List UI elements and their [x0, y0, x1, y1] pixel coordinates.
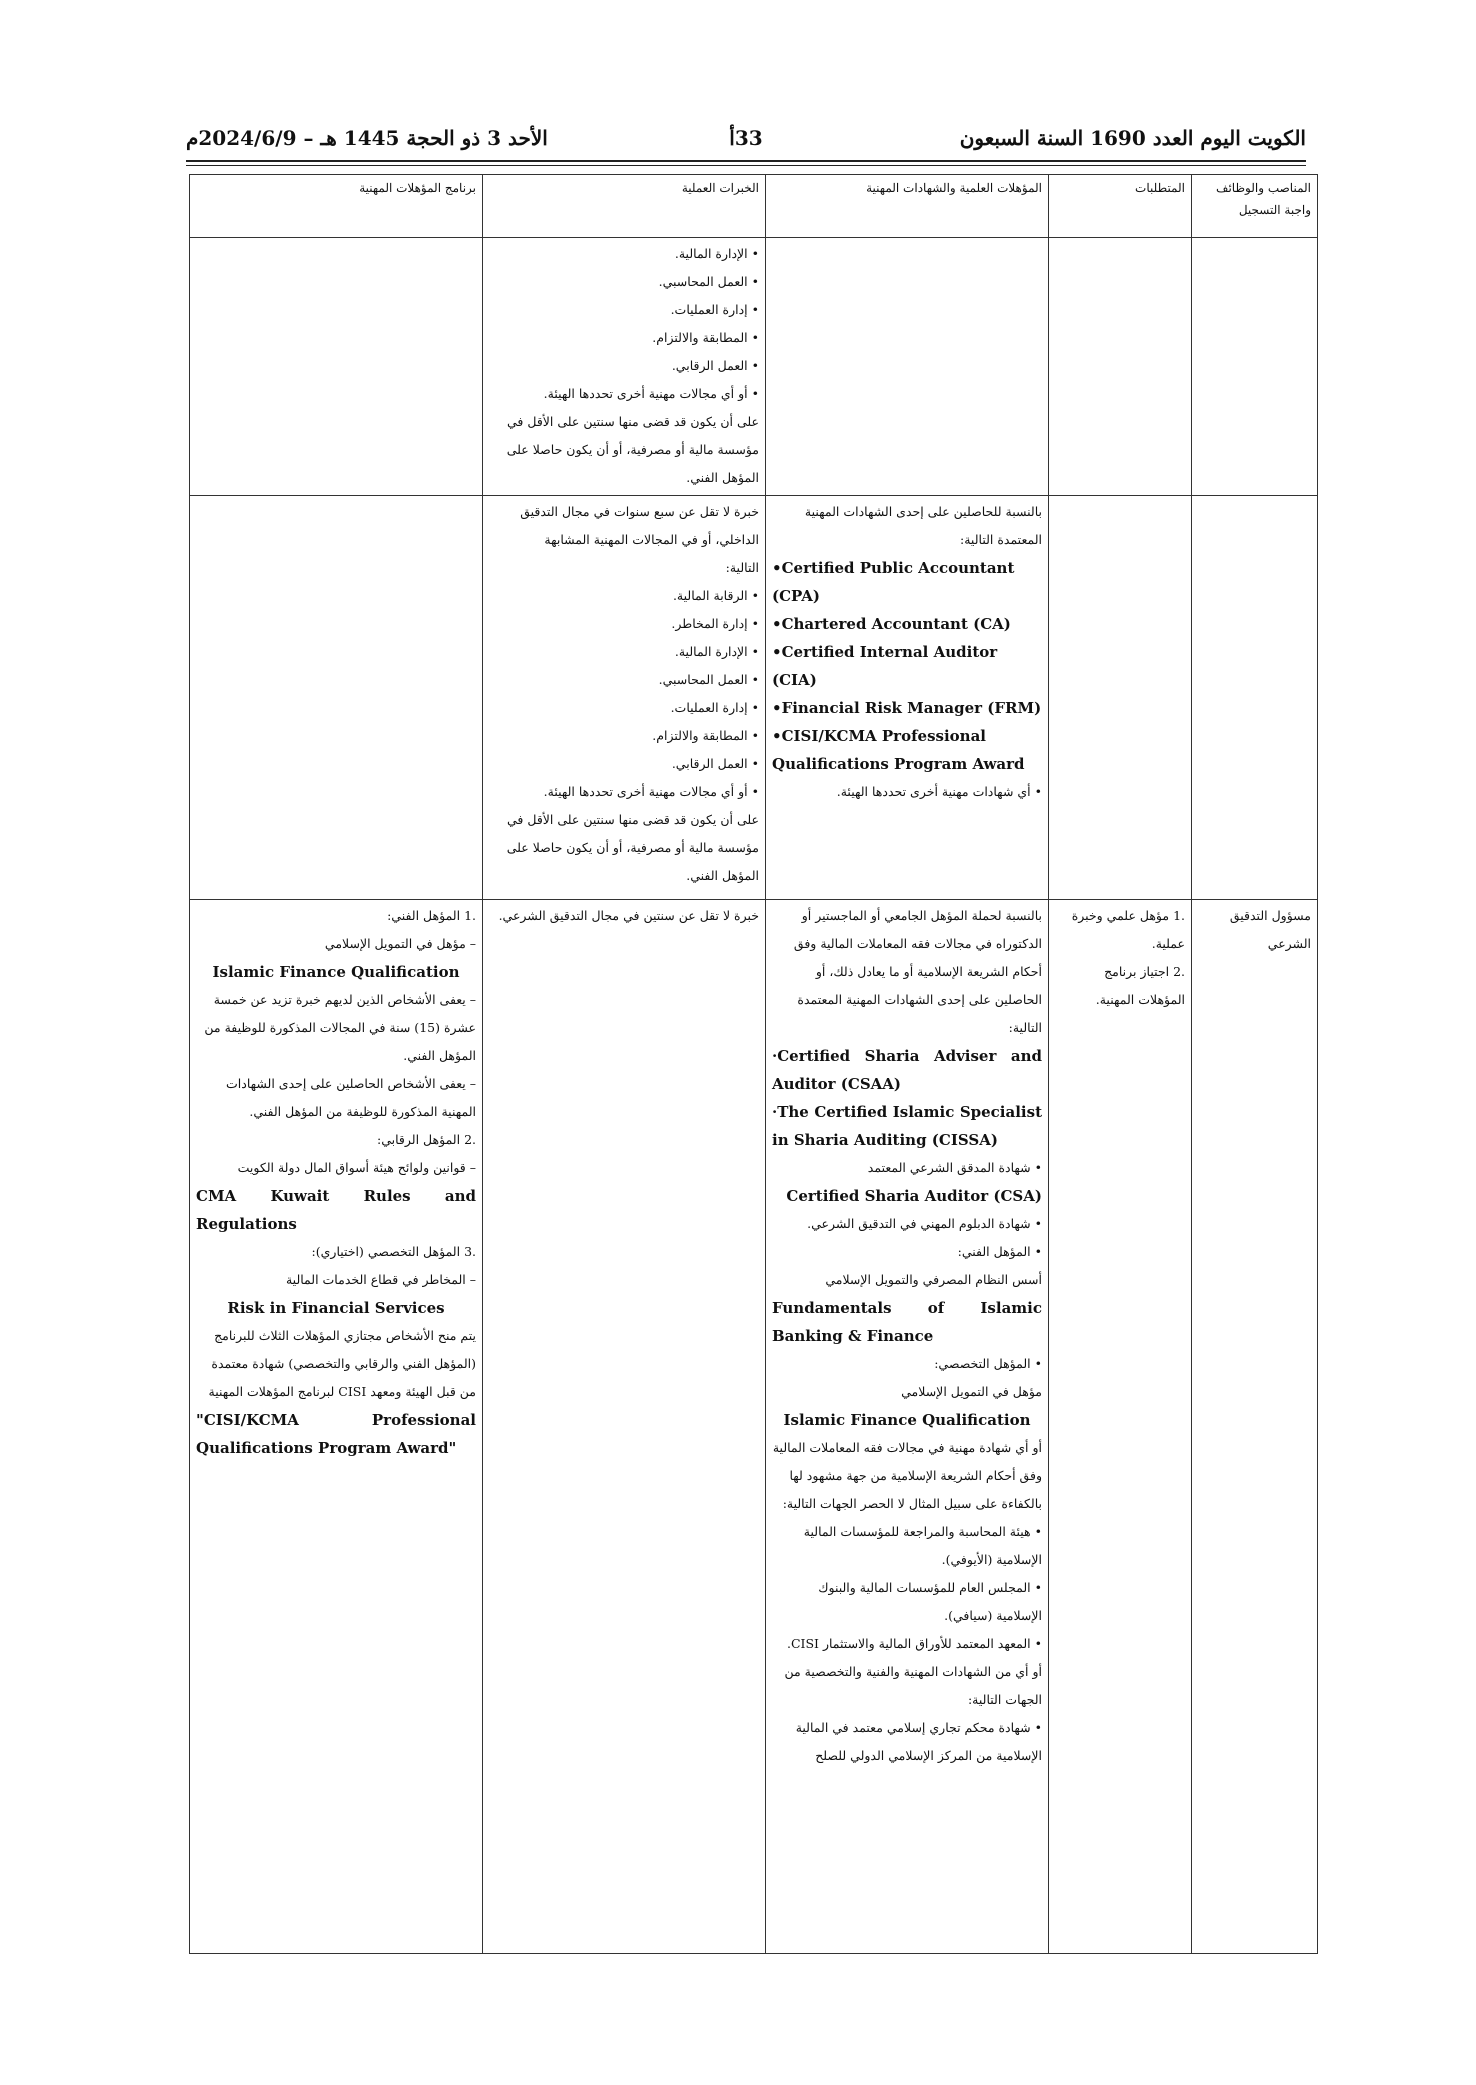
col-header-position: المناصب والوظائف واجبة التسجيل: [1192, 175, 1318, 238]
text-line: ·The Certified Islamic Specialist in Sharia Auditing (CISSA): [772, 1103, 1042, 1149]
text-line: (Certified Sharia Auditor (CSA: [786, 1187, 1042, 1205]
page-header: [186, 122, 1306, 158]
text-line: – مؤهل في التمويل الإسلامي: [324, 936, 476, 951]
text-line: ·Certified Sharia Adviser and Auditor (CSAA): [772, 1047, 1042, 1093]
row3-requirements: .1 مؤهل علمي وخبرة عملية. .2 اجتياز برنامج المؤهلات المهنية.: [1049, 900, 1192, 1954]
row1-experience: • الإدارة المالية. • العمل المحاسبي. • إدارة العمليات. • المطابقة والالتزام. • العمل الرقابي. • أو أي مجالات مهنية أخرى تحددها الهيئة. على أن يكون قد قضى منها سنتين على الأقل في مؤسسة مالية أو مصرفية، أو أن يكون حاصلا على المؤهل الفني.: [483, 238, 766, 496]
text-line: Islamic Finance Qualification: [212, 963, 460, 981]
positions-table: [189, 174, 1318, 1954]
text-line: مؤهل في التمويل الإسلامي: [901, 1384, 1042, 1399]
header-rule: [186, 160, 1306, 162]
text-line: – يعفى الأشخاص الحاصلين على إحدى الشهادات المهنية المذكورة للوظيفة من المؤهل الفني.: [226, 1076, 476, 1119]
text-line: أو أي شهادة مهنية في مجالات فقه المعاملات المالية وفق أحكام الشريعة الإسلامية من جهة مشهود لها بالكفاءة على سبيل المثال لا الحصر الجهات التالية:: [772, 1440, 1042, 1511]
row1-position: [1192, 238, 1318, 496]
text-line: أو أي من الشهادات المهنية والفنية والتخصصية من الجهات التالية:: [784, 1664, 1042, 1707]
row2-program: [190, 496, 483, 900]
row3-program: [190, 900, 483, 1954]
text-line: • هيئة المحاسبة والمراجعة للمؤسسات المالية الإسلامية (الأيوفي).: [803, 1524, 1042, 1567]
text-line: • شهادة محكم تجاري إسلامي معتمد في المالية الإسلامية من المركز الإسلامي الدولي للصلح: [795, 1720, 1042, 1763]
table-row: [190, 496, 1318, 900]
row3-qualifications: [766, 900, 1049, 1954]
text-line: • المؤهل التخصصي:: [934, 1356, 1042, 1371]
row1-requirements: [1049, 238, 1192, 496]
text-line: يتم منح الأشخاص مجتازي المؤهلات الثلاث للبرنامج (المؤهل الفني والرقابي والتخصصي) شهادة معتمدة من قبل الهيئة ومعهد CISI لبرنامج المؤهلات المهنية: [208, 1328, 476, 1399]
text-line: • شهادة الدبلوم المهني في التدقيق الشرعي.: [807, 1216, 1042, 1231]
page-number: 33أ: [729, 126, 763, 150]
text-line: • شهادة المدقق الشرعي المعتمد: [867, 1160, 1042, 1175]
text-line: Risk in Financial Services: [227, 1299, 445, 1317]
text-line: بالنسبة لحملة المؤهل الجامعي أو الماجستير أو الدكتوراه في مجالات فقه المعاملات المالية وفق أحكام الشريعة الإسلامية أو ما يعادل ذلك، أو الحاصلين على إحدى الشهادات المهنية المعتمدة التالية:: [793, 908, 1042, 1035]
text-line: .2 المؤهل الرقابي:: [377, 1132, 476, 1147]
col-header-experience: الخبرات العملية: [483, 175, 766, 238]
text-line: CMA Kuwait Rules and Regulations: [196, 1187, 476, 1233]
text-line: – يعفى الأشخاص الذين لديهم خبرة تزيد عن خمسة عشرة (15) سنة في المجالات المذكورة للوظيفة من المؤهل الفني.: [204, 992, 476, 1063]
table-row: [190, 238, 1318, 496]
row3-position: مسؤول التدقيق الشرعي: [1192, 900, 1318, 1954]
col-header-program: برنامج المؤهلات المهنية: [190, 175, 483, 238]
col-header-qualifications: المؤهلات العلمية والشهادات المهنية: [766, 175, 1049, 238]
row3-experience: خبرة لا تقل عن سنتين في مجال التدقيق الشرعي.: [483, 900, 766, 1954]
table-row: [190, 900, 1318, 1954]
text-line: • المؤهل الفني:: [957, 1244, 1042, 1259]
text-line: • المعهد المعتمد للأوراق المالية والاستثمار CISI.: [786, 1636, 1042, 1651]
issue-date: الأحد 3 ذو الحجة 1445 هـ – 2024/6/9م: [186, 126, 548, 150]
text-line: أسس النظام المصرفي والتمويل الإسلامي: [825, 1272, 1042, 1287]
gazette-issue: الكويت اليوم العدد 1690 السنة السبعون: [959, 126, 1306, 150]
row2-experience: خبرة لا تقل عن سبع سنوات في مجال التدقيق الداخلي، أو في المجالات المهنية المشابهة التالية: • الرقابة المالية. • إدارة المخاطر. • الإدارة المالية. • العمل المحاسبي. • إدارة العمليات. • المطابقة والالتزام. • العمل الرقابي. • أو أي مجالات مهنية أخرى تحددها الهيئة. على أن يكون قد قضى منها سنتين على الأقل في مؤسسة مالية أو مصرفية، أو أن يكون حاصلا على المؤهل الفني.: [483, 496, 766, 900]
row1-qualifications: [766, 238, 1049, 496]
text-line: Fundamentals of Islamic Banking & Finance: [772, 1299, 1042, 1345]
row2-requirements: [1049, 496, 1192, 900]
col-header-requirements: المتطلبات: [1049, 175, 1192, 238]
text-line: .1 المؤهل الفني:: [387, 908, 476, 923]
text-line: .3 المؤهل التخصصي (اختياري):: [311, 1244, 476, 1259]
row1-program: [190, 238, 483, 496]
row2-position: [1192, 496, 1318, 900]
text-line: – المخاطر في قطاع الخدمات المالية: [285, 1272, 476, 1287]
row2-qualifications: بالنسبة للحاصلين على إحدى الشهادات المهنية المعتمدة التالية: •Certified Public Accountant (CPA) •Chartered Accountant (CA) •Certified Internal Auditor (CIA) •Financial Risk Manager (FRM) •CISI/KCMA Professional Qualifications Program Award • أي شهادات مهنية أخرى تحددها الهيئة.: [766, 496, 1049, 900]
table-header-row: [190, 175, 1318, 238]
text-line: • المجلس العام للمؤسسات المالية والبنوك الإسلامية (سيافي).: [818, 1580, 1042, 1623]
header-rule-thin: [186, 165, 1306, 166]
text-line: "CISI/KCMA Professional Qualifications Program Award": [196, 1411, 476, 1457]
text-line: Islamic Finance Qualification: [783, 1411, 1031, 1429]
text-line: – قوانين ولوائح هيئة أسواق المال دولة الكويت: [237, 1160, 476, 1175]
